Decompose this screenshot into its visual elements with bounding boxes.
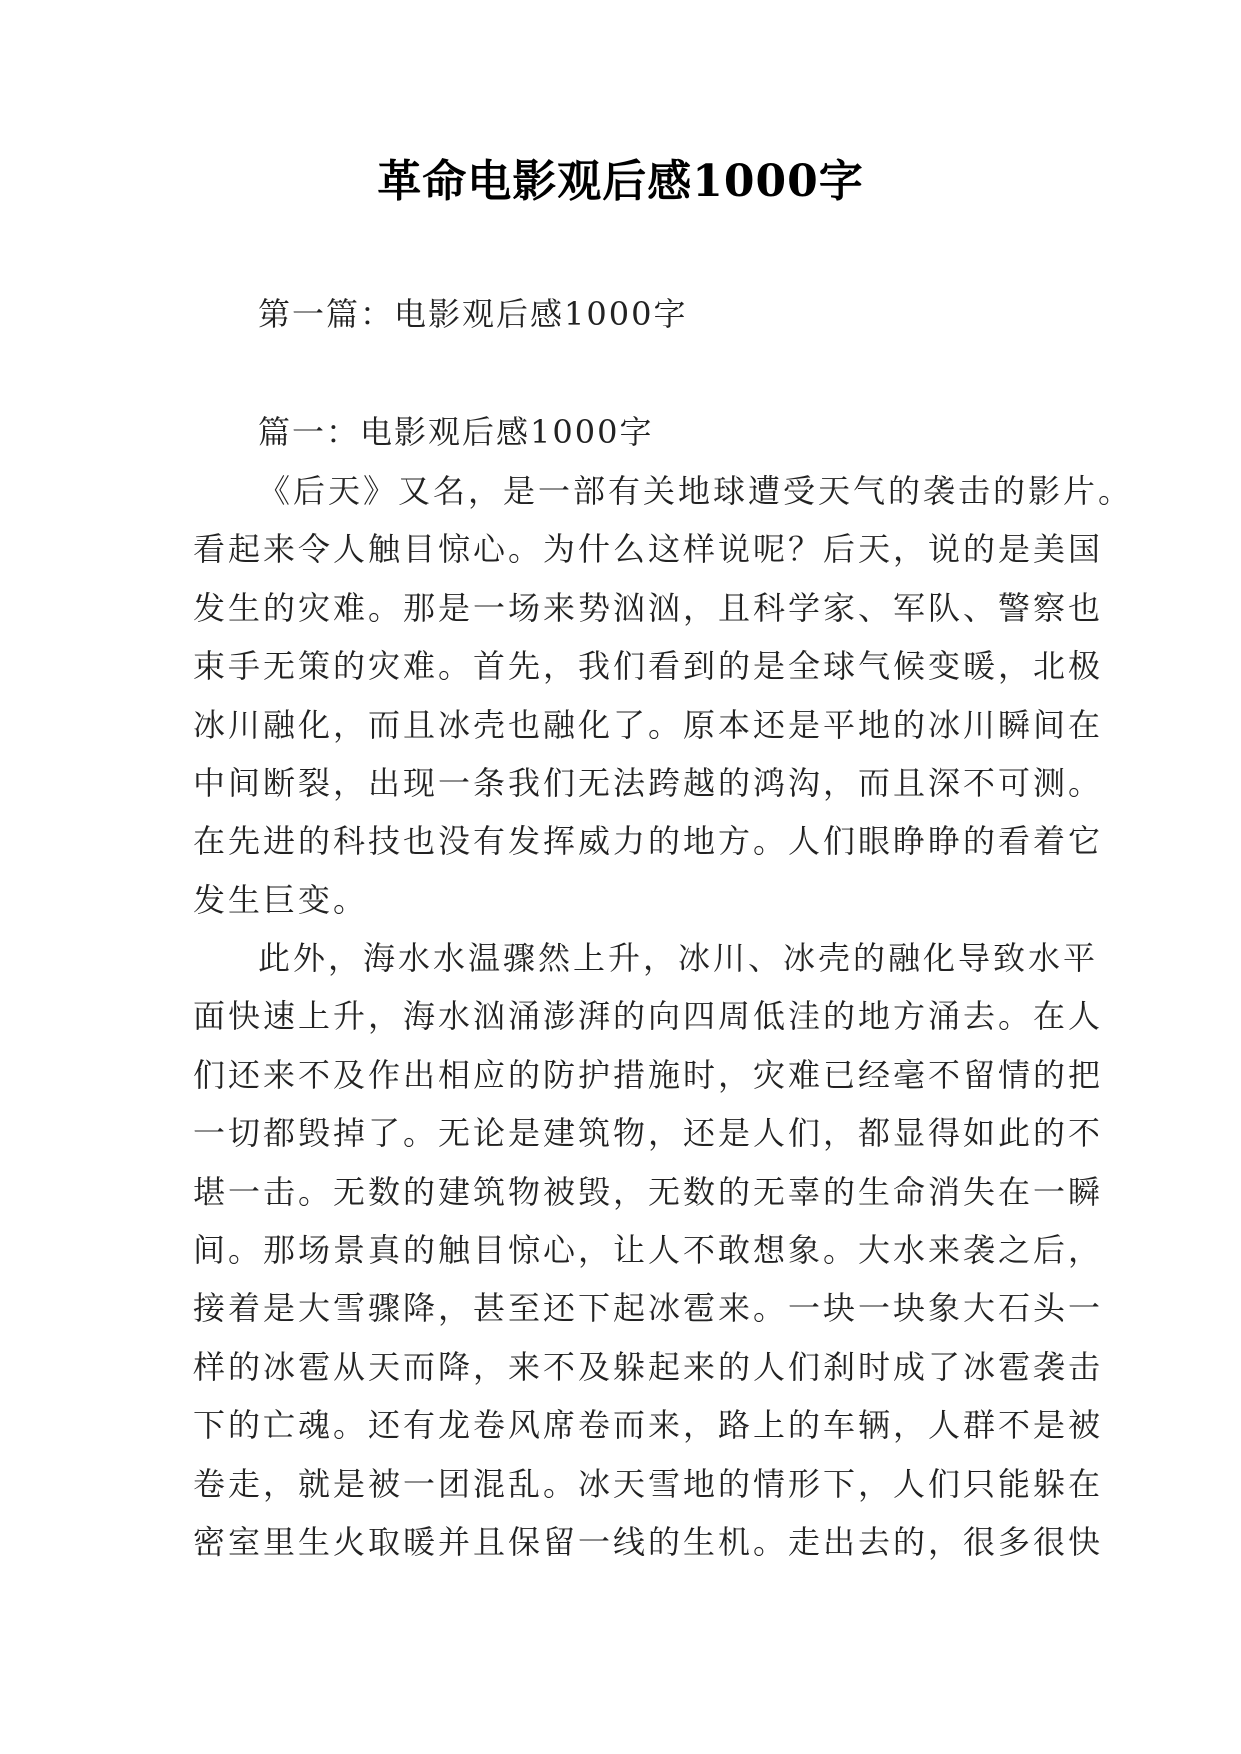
text-line: 在先进的科技也没有发挥威力的地方。人们眼睁睁的看着它: [193, 822, 1104, 861]
text-line: 看起来令人触目惊心。为什么这样说呢？后天，说的是美国: [193, 530, 1104, 569]
text-line: 冰川融化，而且冰壳也融化了。原本还是平地的冰川瞬间在: [193, 705, 1104, 744]
text-line: 们还来不及作出相应的防护措施时，灾难已经毫不留情的把: [193, 1055, 1104, 1094]
sub-heading: 篇一：电影观后感1000字: [258, 413, 654, 451]
text-line: 间。那场景真的触目惊心，让人不敢想象。大水来袭之后，: [193, 1230, 1104, 1269]
text-line: 卷走，就是被一团混乱。冰天雪地的情形下，人们只能躲在: [193, 1464, 1104, 1503]
paragraph-1: [193, 462, 1134, 929]
text-line: 面快速上升，海水汹涌澎湃的向四周低洼的地方涌去。在人: [193, 997, 1104, 1036]
text-line: 中间断裂，出现一条我们无法跨越的鸿沟，而且深不可测。: [193, 763, 1104, 802]
text-line: 接着是大雪骤降，甚至还下起冰雹来。一块一块象大石头一: [193, 1289, 1104, 1328]
document-title: 革命电影观后感1000字: [377, 156, 864, 207]
text-line: 发生的灾难。那是一场来势汹汹，且科学家、军队、警察也: [193, 588, 1104, 627]
text-line: 堪一击。无数的建筑物被毁，无数的无辜的生命消失在一瞬: [193, 1172, 1104, 1211]
text-line: 样的冰雹从天而降，来不及躲起来的人们刹时成了冰雹袭击: [193, 1347, 1104, 1386]
text-line: 密室里生火取暖并且保留一线的生机。走出去的，很多很快: [193, 1522, 1104, 1561]
text-line: 束手无策的灾难。首先，我们看到的是全球气候变暖，北极: [193, 647, 1104, 686]
text-line: 此外，海水水温骤然上升，冰川、冰壳的融化导致水平: [258, 939, 1099, 977]
text-line: 下的亡魂。还有龙卷风席卷而来，路上的车辆，人群不是被: [193, 1406, 1104, 1445]
text-line: 《后天》又名，是一部有关地球遭受天气的袭击的影片。: [258, 472, 1134, 510]
text-line: 一切都毁掉了。无论是建筑物，还是人们，都显得如此的不: [193, 1114, 1104, 1153]
text-line: 发生巨变。: [193, 880, 369, 919]
paragraph-2: [193, 929, 1104, 1571]
section-heading: 第一篇：电影观后感1000字: [258, 295, 688, 333]
